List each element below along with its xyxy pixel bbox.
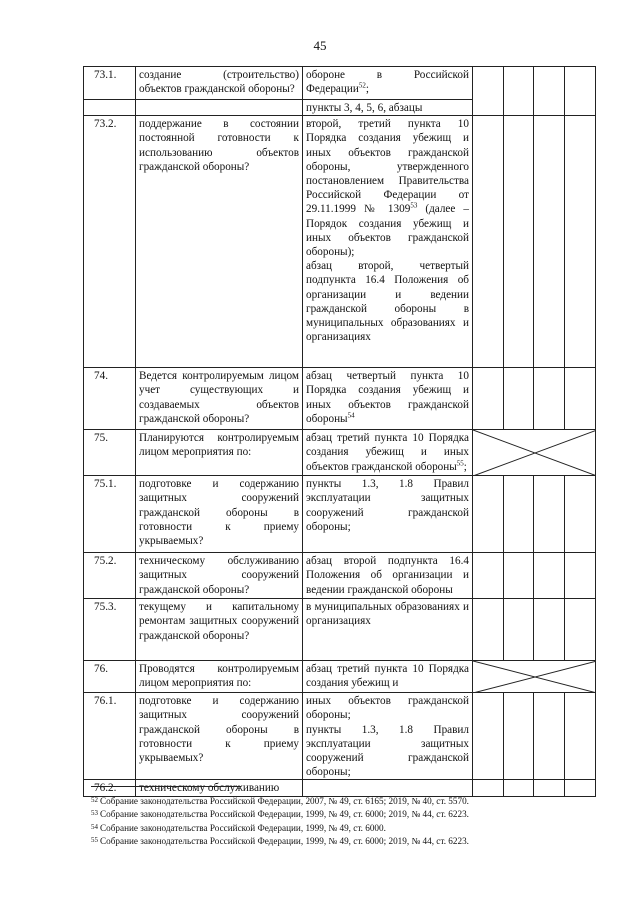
row-number: 75.2. <box>84 553 136 599</box>
check-cell[interactable] <box>565 67 596 116</box>
check-cell[interactable] <box>534 553 565 599</box>
check-cell[interactable] <box>534 476 565 553</box>
question-cell: техническому обслуживанию <box>136 780 303 796</box>
check-cell[interactable] <box>504 476 534 553</box>
crossed-out-cell <box>473 661 596 693</box>
check-cell[interactable] <box>565 693 596 780</box>
question-cell: подготовке и содержанию защитных сооружений гражданской обороны в готовности к приему укрываемых? <box>136 693 303 780</box>
check-cell[interactable] <box>534 368 565 430</box>
crossed-out-cell <box>473 430 596 476</box>
table-row <box>84 116 596 368</box>
table-row <box>84 599 596 661</box>
question-cell: Планируются контролируемым лицом мероприятия по: <box>136 430 303 476</box>
reference-cell: в муниципальных образованиях и организациях <box>303 599 473 661</box>
table-row <box>84 430 596 476</box>
question-cell: создание (строительство) объектов гражданской обороны? <box>136 67 303 100</box>
check-cell[interactable] <box>473 553 504 599</box>
footnote-separator <box>91 786 241 787</box>
reference-cell: абзац третий пункта 10 Порядка создания убежищ и иных объектов гражданской обороны$^{55}$; <box>303 430 473 476</box>
row-number <box>84 100 136 116</box>
reference-cell: абзац третий пункта 10 Порядка создания убежищ и <box>303 661 473 693</box>
checklist-table <box>83 66 596 797</box>
question-cell: подготовке и содержанию защитных сооружений гражданской обороны в готовности к приему укрываемых? <box>136 476 303 553</box>
cross-mark-icon <box>473 430 596 476</box>
reference-cell: абзац четвертый пункта 10 Порядка создания убежищ и иных объектов гражданской обороны$^{54}$ <box>303 368 473 430</box>
check-cell[interactable] <box>504 599 534 661</box>
reference-cell: обороне в Российской Федерации$^{52}$; <box>303 67 473 100</box>
check-cell[interactable] <box>504 693 534 780</box>
check-cell[interactable] <box>504 116 534 368</box>
table-row <box>84 67 596 100</box>
footnote: $^{54}$ Собрание законодательства Российской Федерации, 1999, № 49, ст. 6000. <box>91 822 386 833</box>
check-cell[interactable] <box>473 368 504 430</box>
check-cell[interactable] <box>534 599 565 661</box>
question-cell: Ведется контролируемым лицом учет существующих и создаваемых объектов гражданской обороны? <box>136 368 303 430</box>
row-number: 76.2. <box>84 780 136 796</box>
reference-cell: второй, третий пункта 10 Порядка создания убежищ и иных объектов гражданской обороны, утвержденного постановлением Правительства Российской Федерации от 29.11.1999 № 1309$^{53}$ (далее – Порядок создания убежищ и иных объектов гражданской обороны); абзац второй, четвертый подпункта 16.4 Положения об организации и ведении гражданской обороны в муниципальных образованиях и организациях <box>303 116 473 368</box>
row-number: 74. <box>84 368 136 430</box>
reference-cell: пункты 3, 4, 5, 6, абзацы <box>303 100 473 116</box>
check-cell[interactable] <box>504 553 534 599</box>
footnote: $^{53}$ Собрание законодательства Российской Федерации, 1999, № 49, ст. 6000; 2019, № 44, ст. 6223. <box>91 809 469 820</box>
row-number: 75.3. <box>84 599 136 661</box>
question-cell: техническому обслуживанию защитных сооружений гражданской обороны? <box>136 553 303 599</box>
check-cell[interactable] <box>534 67 565 116</box>
row-number: 75. <box>84 430 136 476</box>
check-cell[interactable] <box>473 693 504 780</box>
table-row <box>84 553 596 599</box>
row-number: 76. <box>84 661 136 693</box>
table-row <box>84 693 596 780</box>
check-cell[interactable] <box>473 67 504 116</box>
table-row <box>84 476 596 553</box>
check-cell[interactable] <box>534 693 565 780</box>
question-cell: Проводятся контролируемым лицом мероприятия по: <box>136 661 303 693</box>
check-cell[interactable] <box>473 476 504 553</box>
table-row <box>84 368 596 430</box>
check-cell[interactable] <box>504 368 534 430</box>
footnote: $^{52}$ Собрание законодательства Российской Федерации, 2007, № 49, ст. 6165; 2019, № 40, ст. 5570. <box>91 796 469 806</box>
check-cell[interactable] <box>565 116 596 368</box>
check-cell[interactable] <box>565 553 596 599</box>
question-cell: текущему и капитальному ремонтам защитных сооружений гражданской обороны? <box>136 599 303 661</box>
cross-mark-icon <box>473 661 596 693</box>
table-row <box>84 661 596 693</box>
footnotes <box>91 794 591 848</box>
footnote: $^{55}$ Собрание законодательства Российской Федерации, 1999, № 49, ст. 6000; 2019, № 44, ст. 6223. <box>91 836 469 847</box>
check-cell[interactable] <box>565 368 596 430</box>
row-number: 75.1. <box>84 476 136 553</box>
row-number: 76.1. <box>84 693 136 780</box>
row-number: 73.2. <box>84 116 136 368</box>
question-cell: поддержание в состоянии постоянной готовности к использованию объектов гражданской обороны? <box>136 116 303 368</box>
reference-cell: иных объектов гражданской обороны; пункты 1.3, 1.8 Правил эксплуатации защитных сооружений гражданской обороны; <box>303 693 473 780</box>
check-cell[interactable] <box>534 116 565 368</box>
check-cell[interactable] <box>473 116 504 368</box>
check-cell[interactable] <box>473 599 504 661</box>
check-cell[interactable] <box>504 67 534 116</box>
page-number: 45 <box>313 38 327 53</box>
check-cell[interactable] <box>565 599 596 661</box>
check-cell[interactable] <box>565 476 596 553</box>
reference-cell: пункты 1.3, 1.8 Правил эксплуатации защитных сооружений гражданской обороны; <box>303 476 473 553</box>
row-number: 73.1. <box>84 67 136 100</box>
reference-cell: абзац второй подпункта 16.4 Положения об организации и ведении гражданской обороны <box>303 553 473 599</box>
question-cell <box>136 100 303 116</box>
